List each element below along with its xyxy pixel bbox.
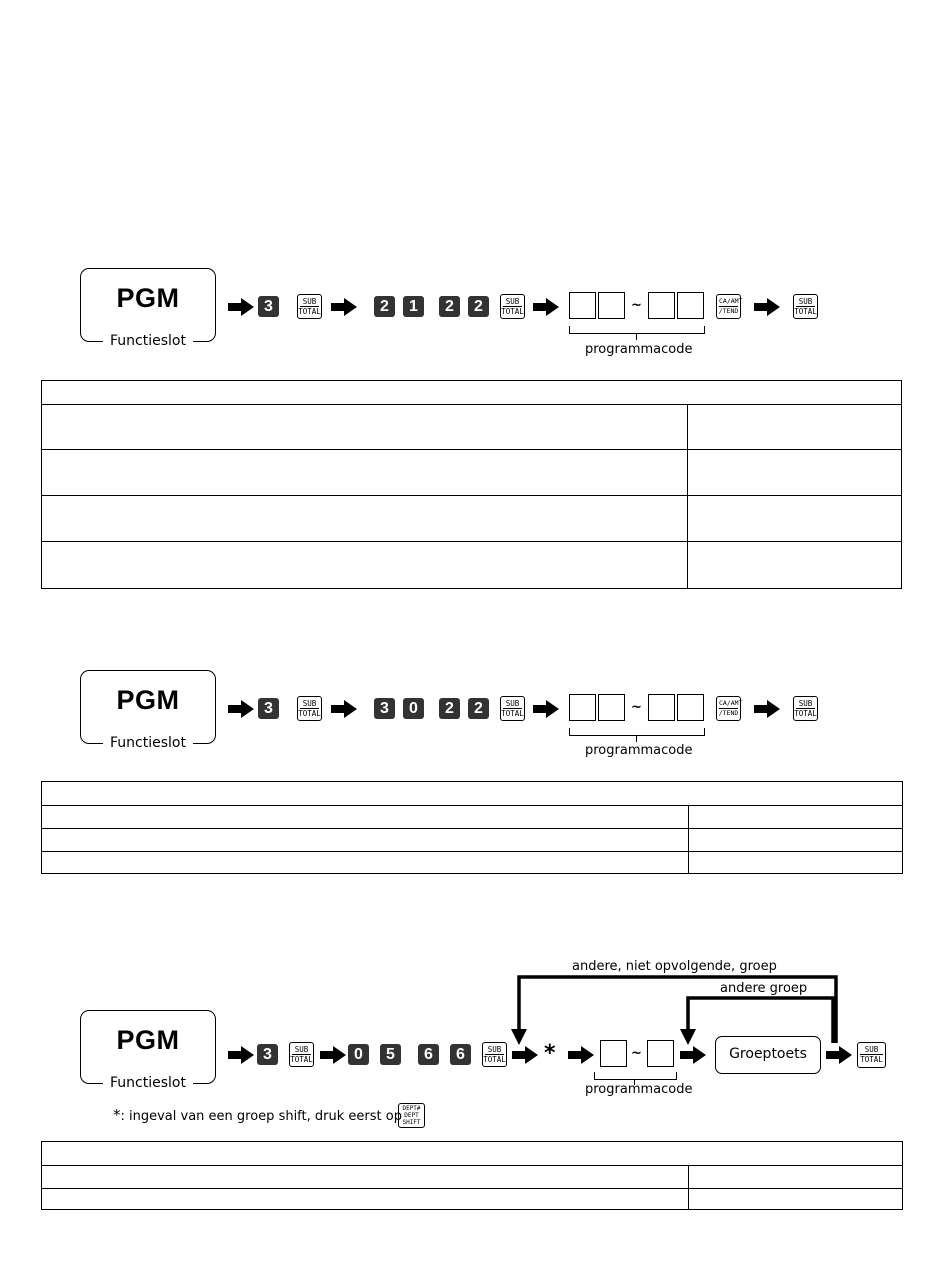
program-code-digit-box[interactable] <box>598 694 625 721</box>
arrow-right-icon <box>680 1046 706 1064</box>
ca-key-line2: /TEND <box>718 709 739 717</box>
function-lock-pgm <box>80 670 216 751</box>
function-lock-label: Functieslot <box>103 332 193 350</box>
ca-amt-tend-key[interactable] <box>716 294 741 319</box>
pgm-title: PGM <box>116 1025 180 1055</box>
key-6[interactable]: 6 <box>450 1044 471 1065</box>
dept-shift-note <box>113 1106 402 1124</box>
program-code-digit-box[interactable] <box>569 292 596 319</box>
program-code-digit-box[interactable] <box>648 694 675 721</box>
subtotal-key[interactable] <box>793 696 818 721</box>
ca-amt-tend-key[interactable] <box>716 696 741 721</box>
key-3[interactable]: 3 <box>258 296 279 317</box>
arrow-right-icon <box>228 298 254 316</box>
note-text: : ingeval van een groep shift, druk eerst op <box>120 1109 402 1124</box>
function-lock-label: Functieslot <box>103 734 193 752</box>
key-1[interactable]: 1 <box>403 296 424 317</box>
arrow-right-icon <box>754 700 780 718</box>
subtotal-key-line2: TOTAL <box>483 1055 506 1064</box>
note-star: * <box>113 1106 121 1124</box>
program-code-label: programmacode <box>585 1082 693 1097</box>
key-0[interactable]: 0 <box>403 698 424 719</box>
key-2[interactable]: 2 <box>439 296 460 317</box>
key-6[interactable]: 6 <box>418 1044 439 1065</box>
program-code-brace-tick <box>636 735 637 742</box>
program-code-brace <box>569 326 705 334</box>
subtotal-key-line1: SUB <box>796 699 815 709</box>
arrow-right-icon <box>331 700 357 718</box>
program-code-digit-box[interactable] <box>648 292 675 319</box>
program-code-brace <box>594 1072 677 1080</box>
table-column-divider <box>688 805 689 874</box>
table-row <box>42 828 902 829</box>
subtotal-key-line1: SUB <box>503 297 522 307</box>
subtotal-key-line1: SUB <box>292 1045 311 1055</box>
table-row <box>42 1188 902 1189</box>
table-row <box>42 449 901 450</box>
subtotal-key[interactable] <box>297 294 322 319</box>
table-row <box>42 541 901 542</box>
arrow-right-icon <box>320 1046 346 1064</box>
subtotal-key-line1: SUB <box>300 699 319 709</box>
program-code-label: programmacode <box>585 342 693 357</box>
key-3[interactable]: 3 <box>374 698 395 719</box>
program-code-digit-box[interactable] <box>600 1040 627 1067</box>
subtotal-key-line2: TOTAL <box>298 709 321 718</box>
settings-table-3 <box>41 1141 903 1210</box>
program-code-brace-tick <box>636 333 637 340</box>
function-lock-label: Functieslot <box>103 1074 193 1092</box>
table-row <box>42 851 902 852</box>
table-column-divider <box>687 404 688 589</box>
subtotal-key-line2: TOTAL <box>501 709 524 718</box>
table-row <box>42 1165 902 1166</box>
subtotal-key[interactable] <box>297 696 322 721</box>
subtotal-key-line2: TOTAL <box>794 709 817 718</box>
program-code-digit-box[interactable] <box>677 694 704 721</box>
program-code-label: programmacode <box>585 743 693 758</box>
table-row <box>42 495 901 496</box>
function-lock-pgm <box>80 1010 216 1091</box>
arrow-right-icon <box>533 700 559 718</box>
key-0[interactable]: 0 <box>348 1044 369 1065</box>
subtotal-key-line2: TOTAL <box>794 307 817 316</box>
program-code-digit-box[interactable] <box>569 694 596 721</box>
table-row <box>42 805 902 806</box>
range-tilde: ~ <box>631 700 642 715</box>
arrow-right-icon <box>512 1046 538 1064</box>
dept-shift-key-line2: DEPT <box>404 1112 419 1119</box>
subtotal-key-line1: SUB <box>796 297 815 307</box>
group-key[interactable]: Groeptoets <box>715 1036 821 1074</box>
arrow-right-icon <box>228 1046 254 1064</box>
program-code-brace <box>569 728 705 736</box>
program-code-digit-box[interactable] <box>677 292 704 319</box>
table-column-divider <box>688 1165 689 1210</box>
star-icon: * <box>544 1041 556 1066</box>
dept-shift-key-line1: DEPT# <box>402 1105 421 1112</box>
dept-shift-key-line3: SHIFT <box>402 1119 421 1126</box>
subtotal-key[interactable] <box>857 1042 886 1068</box>
ca-key-line1: CA/AMT <box>719 297 743 305</box>
loop-label-inner: andere groep <box>720 981 808 996</box>
key-5[interactable]: 5 <box>380 1044 401 1065</box>
pgm-title: PGM <box>116 283 180 313</box>
subtotal-key[interactable] <box>500 696 525 721</box>
settings-table-1 <box>41 380 902 589</box>
arrow-right-icon <box>754 298 780 316</box>
range-tilde: ~ <box>631 298 642 313</box>
subtotal-key-line2: TOTAL <box>290 1055 313 1064</box>
subtotal-key-line1: SUB <box>860 1045 883 1055</box>
subtotal-key-line1: SUB <box>503 699 522 709</box>
key-3[interactable]: 3 <box>258 698 279 719</box>
pgm-title: PGM <box>116 685 180 715</box>
settings-table-2 <box>41 781 903 874</box>
subtotal-key[interactable] <box>793 294 818 319</box>
key-2[interactable]: 2 <box>439 698 460 719</box>
function-lock-pgm <box>80 268 216 349</box>
subtotal-key-line2: TOTAL <box>298 307 321 316</box>
table-row <box>42 404 901 405</box>
key-2[interactable]: 2 <box>468 296 489 317</box>
program-code-digit-box[interactable] <box>647 1040 674 1067</box>
subtotal-key-line2: TOTAL <box>860 1055 883 1064</box>
ca-key-line1: CA/AMT <box>719 699 743 707</box>
subtotal-key-line2: TOTAL <box>501 307 524 316</box>
arrow-right-icon <box>568 1046 594 1064</box>
key-2[interactable]: 2 <box>468 698 489 719</box>
subtotal-key-line1: SUB <box>485 1045 504 1055</box>
arrow-right-icon <box>331 298 357 316</box>
loop-label-outer: andere, niet opvolgende, groep <box>572 959 777 974</box>
ca-key-line2: /TEND <box>718 307 739 315</box>
range-tilde: ~ <box>631 1046 642 1061</box>
dept-shift-key[interactable] <box>398 1103 425 1128</box>
program-code-digit-box[interactable] <box>598 292 625 319</box>
arrow-right-icon <box>826 1046 852 1064</box>
arrow-right-icon <box>533 298 559 316</box>
key-3[interactable]: 3 <box>257 1044 278 1065</box>
subtotal-key[interactable] <box>500 294 525 319</box>
subtotal-key[interactable] <box>482 1042 507 1067</box>
subtotal-key-line1: SUB <box>300 297 319 307</box>
key-2[interactable]: 2 <box>374 296 395 317</box>
subtotal-key[interactable] <box>289 1042 314 1067</box>
arrow-right-icon <box>228 700 254 718</box>
